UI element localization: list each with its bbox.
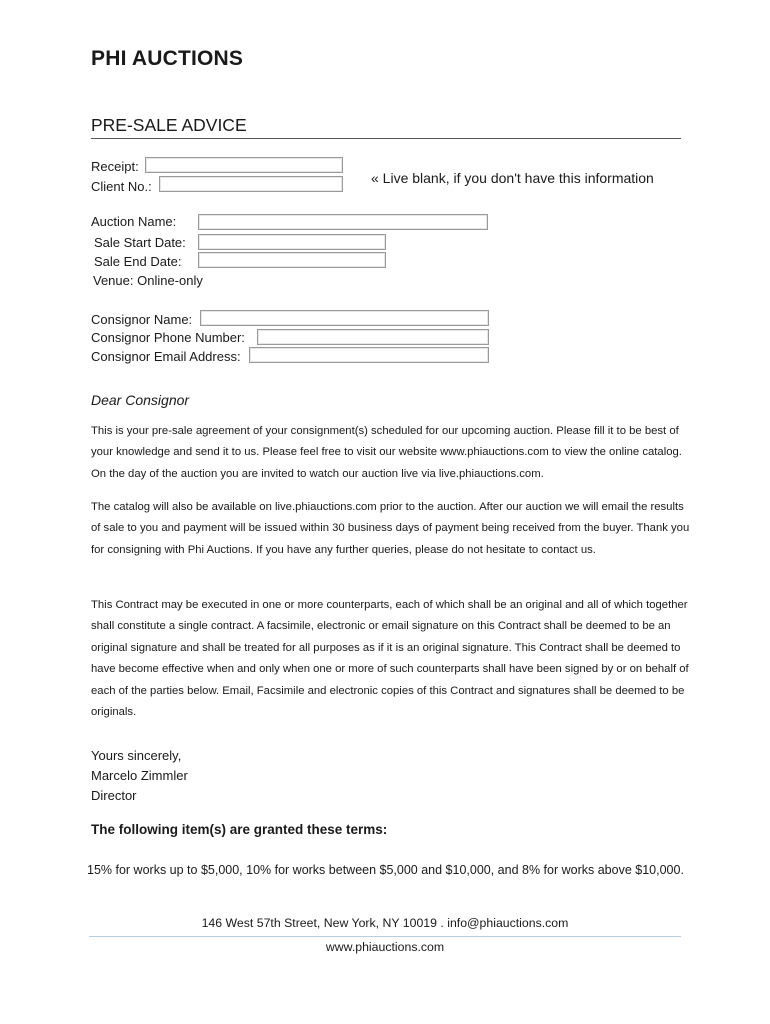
consignor-phone-label: Consignor Phone Number: [91,330,245,345]
client-number-field[interactable] [159,176,343,192]
client-number-label: Client No.: [91,179,152,194]
footer-address: 146 West 57th Street, New York, NY 10019 . info@phiauctions.com [201,916,569,930]
consignor-email-label: Consignor Email Address: [91,349,241,364]
salutation: Dear Consignor [91,392,190,408]
letter-paragraph-2: The catalog will also be available on live.phiauctions.com prior to the auction. After our auction we will email the results of sale to you and payment will be issued within 30 business days of payment being received from the buyer. Thank you for consigning with Phi Auctions. If you have any further queries, please do not hesitate to contact us. [91,501,690,556]
receipt-field[interactable] [145,157,343,173]
consignor-email-field[interactable] [249,347,489,363]
sale-start-date-label: Sale Start Date: [94,235,186,250]
sale-end-date-label: Sale End Date: [94,254,182,269]
consignor-name-label: Consignor Name: [91,312,193,327]
sale-start-date-field[interactable] [198,234,386,250]
company-name: PHI AUCTIONS [91,47,244,70]
signer-name: Marcelo Zimmler [91,768,188,783]
document-title: PRE-SALE ADVICE [91,115,247,135]
consignor-phone-field[interactable] [257,329,489,345]
footer-website: www.phiauctions.com [325,940,445,954]
sale-end-date-field[interactable] [198,252,386,268]
letter-paragraph-3: This Contract may be executed in one or more counterparts, each of which shall be an original and all of which together shall constitute a single contract. A facsimile, electronic or email signature on this Contract shall be deemed to be an original signature and shall be treated for all purposes as if it is an original signature. This Contract shall be deemed to have become effective when and only when one or more of such counterparts shall have been signed by or on behalf of each of the parties below. Email, Facsimile and electronic copies of this Contract and signatures shall be deemed to be originals. [91,599,689,719]
receipt-label: Receipt: [91,159,139,174]
terms-text: 15% for works up to $5,000, 10% for works between $5,000 and $10,000, and 8% for works above $10,000. [87,863,684,877]
consignor-name-field[interactable] [200,310,489,326]
blank-info-note: « Live blank, if you don't have this information [371,170,654,186]
auction-name-field[interactable] [198,214,488,230]
terms-heading: The following item(s) are granted these terms: [91,822,388,837]
venue-text: Venue: Online-only [93,273,203,288]
closing: Yours sincerely, [91,748,182,763]
auction-name-label: Auction Name: [91,214,177,229]
letter-paragraph-1: This is your pre-sale agreement of your consignment(s) scheduled for our upcoming auction. Please fill it to be best of your knowledge and send it to us. Please feel free to visit our website www.phiauctions.com to view the online catalog. On the day of the auction you are invited to watch our auction live via live.phiauctions.com. [91,425,682,480]
footer-divider [89,936,681,937]
title-divider [91,138,681,139]
signer-title: Director [91,788,137,803]
